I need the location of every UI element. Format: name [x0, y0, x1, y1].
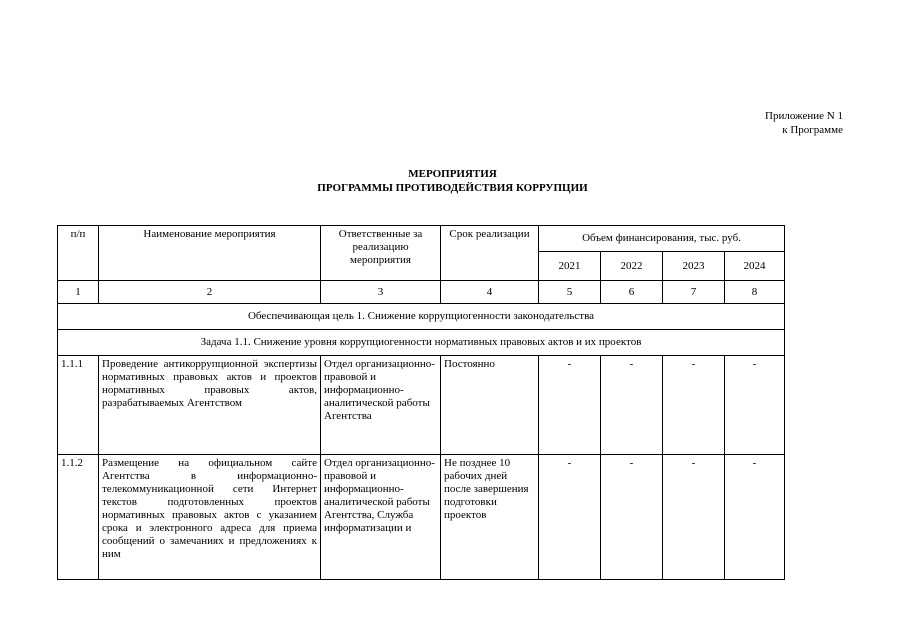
header-year-2022: 2022 [601, 252, 663, 281]
appendix-line-1: Приложение N 1 [765, 110, 843, 122]
header-num: п/п [58, 226, 99, 281]
row-name: Размещение на официальном сайте Агентства в информационно-телекоммуникационной сети Интернет текстов подготовленных проектов нормативных правовых актов с указанием срока и электронного адреса для приема сообщений о замечаниях и предложениях к ним [99, 455, 321, 580]
header-year-2023: 2023 [663, 252, 725, 281]
row-2021: - [539, 356, 601, 455]
column-number: 6 [601, 281, 663, 304]
row-2023: - [663, 455, 725, 580]
column-number: 1 [58, 281, 99, 304]
goal-row [58, 304, 785, 330]
row-name: Проведение антикоррупционной экспертизы нормативных правовых актов и проектов нормативных правовых актов, разрабатываемых Агентством [99, 356, 321, 455]
goal-text: Обеспечивающая цель 1. Снижение коррупциогенности законодательства [58, 304, 785, 330]
column-number: 4 [441, 281, 539, 304]
column-number: 8 [725, 281, 785, 304]
appendix-line-2: к Программе [782, 124, 843, 136]
table-row [58, 455, 785, 580]
task-text: Задача 1.1. Снижение уровня коррупциогенности нормативных правовых актов и их проектов [58, 330, 785, 356]
table-row [58, 356, 785, 455]
column-number-row [58, 281, 785, 304]
header-row-1 [58, 226, 785, 252]
header-funding: Объем финансирования, тыс. руб. [539, 226, 785, 252]
column-number: 5 [539, 281, 601, 304]
appendix-note [765, 109, 843, 137]
header-responsible: Ответственные за реализацию мероприятия [321, 226, 441, 281]
row-2024: - [725, 455, 785, 580]
row-term: Не позднее 10 рабочих дней после завершения подготовки проектов [441, 455, 539, 580]
row-2024: - [725, 356, 785, 455]
row-term: Постоянно [441, 356, 539, 455]
row-responsible: Отдел организационно-правовой и информационно-аналитической работы Агентства [321, 356, 441, 455]
header-year-2024: 2024 [725, 252, 785, 281]
column-number: 2 [99, 281, 321, 304]
header-term: Срок реализации [441, 226, 539, 281]
row-responsible: Отдел организационно-правовой и информационно-аналитической работы Агентства, Служба информатизации и [321, 455, 441, 580]
measures-table [57, 225, 785, 580]
task-row [58, 330, 785, 356]
column-number: 7 [663, 281, 725, 304]
document-title [0, 167, 905, 195]
row-2022: - [601, 455, 663, 580]
header-name: Наименование мероприятия [99, 226, 321, 281]
column-number: 3 [321, 281, 441, 304]
header-year-2021: 2021 [539, 252, 601, 281]
row-2022: - [601, 356, 663, 455]
row-2021: - [539, 455, 601, 580]
row-num: 1.1.1 [58, 356, 99, 455]
row-num: 1.1.2 [58, 455, 99, 580]
title-line-2: ПРОГРАММЫ ПРОТИВОДЕЙСТВИЯ КОРРУПЦИИ [317, 182, 588, 194]
title-line-1: МЕРОПРИЯТИЯ [408, 168, 497, 180]
row-2023: - [663, 356, 725, 455]
